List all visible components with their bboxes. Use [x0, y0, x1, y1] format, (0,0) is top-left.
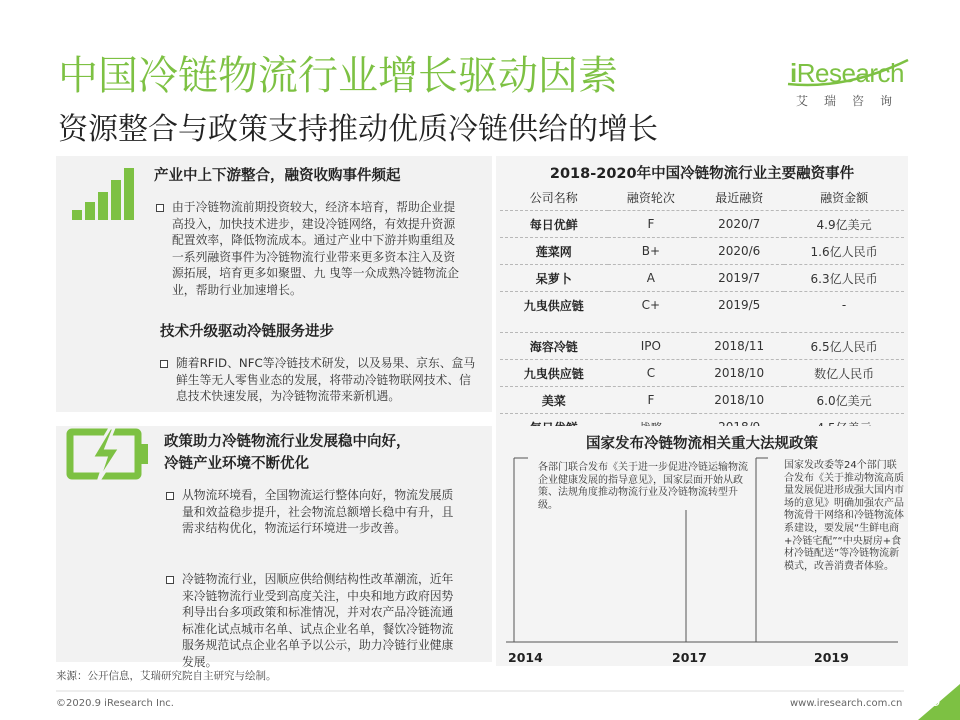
section-policy-heading-1: 政策助力冷链物流行业发展稳中向好， [164, 434, 411, 450]
bullet-icon [166, 492, 174, 500]
table-row [500, 292, 904, 319]
logo-research: Research [796, 58, 905, 88]
financing-table [500, 184, 904, 440]
col-date: 最近融资 [715, 190, 764, 205]
table-row [500, 387, 904, 414]
cell-company: 美菜 [500, 387, 608, 414]
logo-cn: 艾瑞咨询 [796, 94, 909, 108]
cell-round: B+ [608, 238, 695, 265]
cell-date: 2020/7 [694, 211, 784, 238]
cell-date: 2018/10 [694, 360, 784, 387]
table-row [500, 265, 904, 292]
section-integration-heading: 产业中上下游整合，融资收购事件频起 [154, 168, 401, 184]
section-policy-text-1: 从物流环境看，全国物流运行整体向好，物流发展质量和效益稳步提升，社会物流总额增长稳中有升，且需求结构优化，物流运行环境进一步改善。 [182, 488, 454, 535]
table-row [500, 211, 904, 238]
table-header-row [500, 184, 904, 211]
source-note: 来源：公开信息，艾瑞研究院自主研究与绘制。 [56, 670, 277, 682]
logo-i: i [790, 58, 797, 88]
timeline-year-2014: 2014 [508, 650, 543, 665]
cell-date: 2019/5 [694, 292, 784, 319]
cell-round: F [608, 387, 695, 414]
cell-round: C+ [608, 292, 695, 319]
cell-round: F [608, 211, 695, 238]
cell-amount: 1.6亿人民币 [784, 238, 904, 265]
cell-company: 九曳供应链 [500, 292, 608, 319]
section-policy-text-2: 冷链物流行业，因顺应供给侧结构性改革潮流，近年来冷链物流行业受到高度关注，中央和地方政府因势利导出台多项政策和标准情况，并对农产品冷链流通标准化试点城市名单、试点企业名单，餐饮冷链物流服务规范试点企业名单予以公示，助力冷链行业健康发展。 [182, 572, 454, 669]
section-policy-heading-2: 冷链产业环境不断优化 [164, 456, 309, 472]
section-tech-text: 随着RFID、NFC等冷链技术研发，以及易果、京东、盒马鲜生等无人零售业态的发展，将带动冷链物联网技术、信息技术快速发展，为冷链物流带来新机遇。 [176, 356, 476, 403]
cell-date: 2019/7 [694, 265, 784, 292]
cell-date: 2020/6 [694, 238, 784, 265]
cell-amount: - [784, 292, 904, 319]
cell-round: IPO [608, 333, 695, 360]
section-tech-heading: 技术升级驱动冷链服务进步 [160, 324, 334, 340]
bullet-icon [166, 576, 174, 584]
cell-amount: 6.5亿人民币 [784, 333, 904, 360]
bullet-icon [160, 360, 168, 368]
policy-note-2014: 各部门联合发布《关于进一步促进冷链运输物流企业健康发展的指导意见》，国家层面开始从政策、法规角度推动物流行业及冷链物流转型升级。 [538, 462, 748, 511]
growth-bars-icon [70, 166, 136, 222]
table-row [500, 238, 904, 265]
page-number: 29 [924, 695, 941, 710]
col-company: 公司名称 [529, 190, 578, 205]
cell-date: 2018/11 [694, 333, 784, 360]
copyright: ©2020.9 iResearch Inc. [56, 698, 174, 709]
timeline-year-2019: 2019 [814, 650, 849, 665]
policy-timeline-title: 国家发布冷链物流相关重大法规政策 [586, 436, 818, 452]
table-row [500, 333, 904, 360]
timeline-year-2017: 2017 [672, 650, 707, 665]
cell-company: 呆萝卜 [500, 265, 608, 292]
cell-amount: 4.9亿美元 [784, 211, 904, 238]
cell-company: 海容冷链 [500, 333, 608, 360]
page-title: 中国冷链物流行业增长驱动因素 [58, 53, 618, 99]
cell-company: 九曳供应链 [500, 360, 608, 387]
footer-divider [0, 690, 960, 692]
cell-company: 每日优鲜 [500, 211, 608, 238]
cell-round: A [608, 265, 695, 292]
table-row [500, 360, 904, 387]
table-spacer [500, 318, 904, 333]
financing-table-title: 2018-2020年中国冷链物流行业主要融资事件 [549, 166, 855, 182]
website-link[interactable]: www.iresearch.com.cn [790, 698, 903, 709]
page-subtitle: 资源整合与政策支持推动优质冷链供给的增长 [58, 112, 658, 147]
cell-amount: 6.0亿美元 [784, 387, 904, 414]
cell-company: 莲菜网 [500, 238, 608, 265]
battery-charging-icon [66, 426, 150, 482]
bullet-icon [156, 204, 164, 212]
section-integration-text: 由于冷链物流前期投资较大，经济本培育，帮助企业提高投入，加快技术进步，建设冷链网络，有效提升资源配置效率，降低物流成本。通过产业中下游并购重组及一系列融资事件为冷链物流行业带来更多资本注入及资源拓展，培育更多如聚盟、九 曳等一众成熟冷链物流企业，帮助行业加速增长。 [172, 200, 459, 297]
logo-swoosh-icon [786, 56, 912, 90]
col-round: 融资轮次 [626, 190, 675, 205]
cell-date: 2018/10 [694, 387, 784, 414]
cell-round: C [608, 360, 695, 387]
cell-amount: 数亿人民币 [784, 360, 904, 387]
policy-note-2019: 国家发改委等24个部门联合发布《关于推动物流高质量发展促进形成强大国内市场的意见》明确加强农产品物流骨干网络和冷链物流体系建设，要发展“生鲜电商+冷链宅配”“中央厨房+食材冷链配送”等冷链物流新模式，改善消费者体验。 [784, 460, 904, 572]
cell-amount: 6.3亿人民币 [784, 265, 904, 292]
col-amount: 融资金额 [820, 190, 869, 205]
